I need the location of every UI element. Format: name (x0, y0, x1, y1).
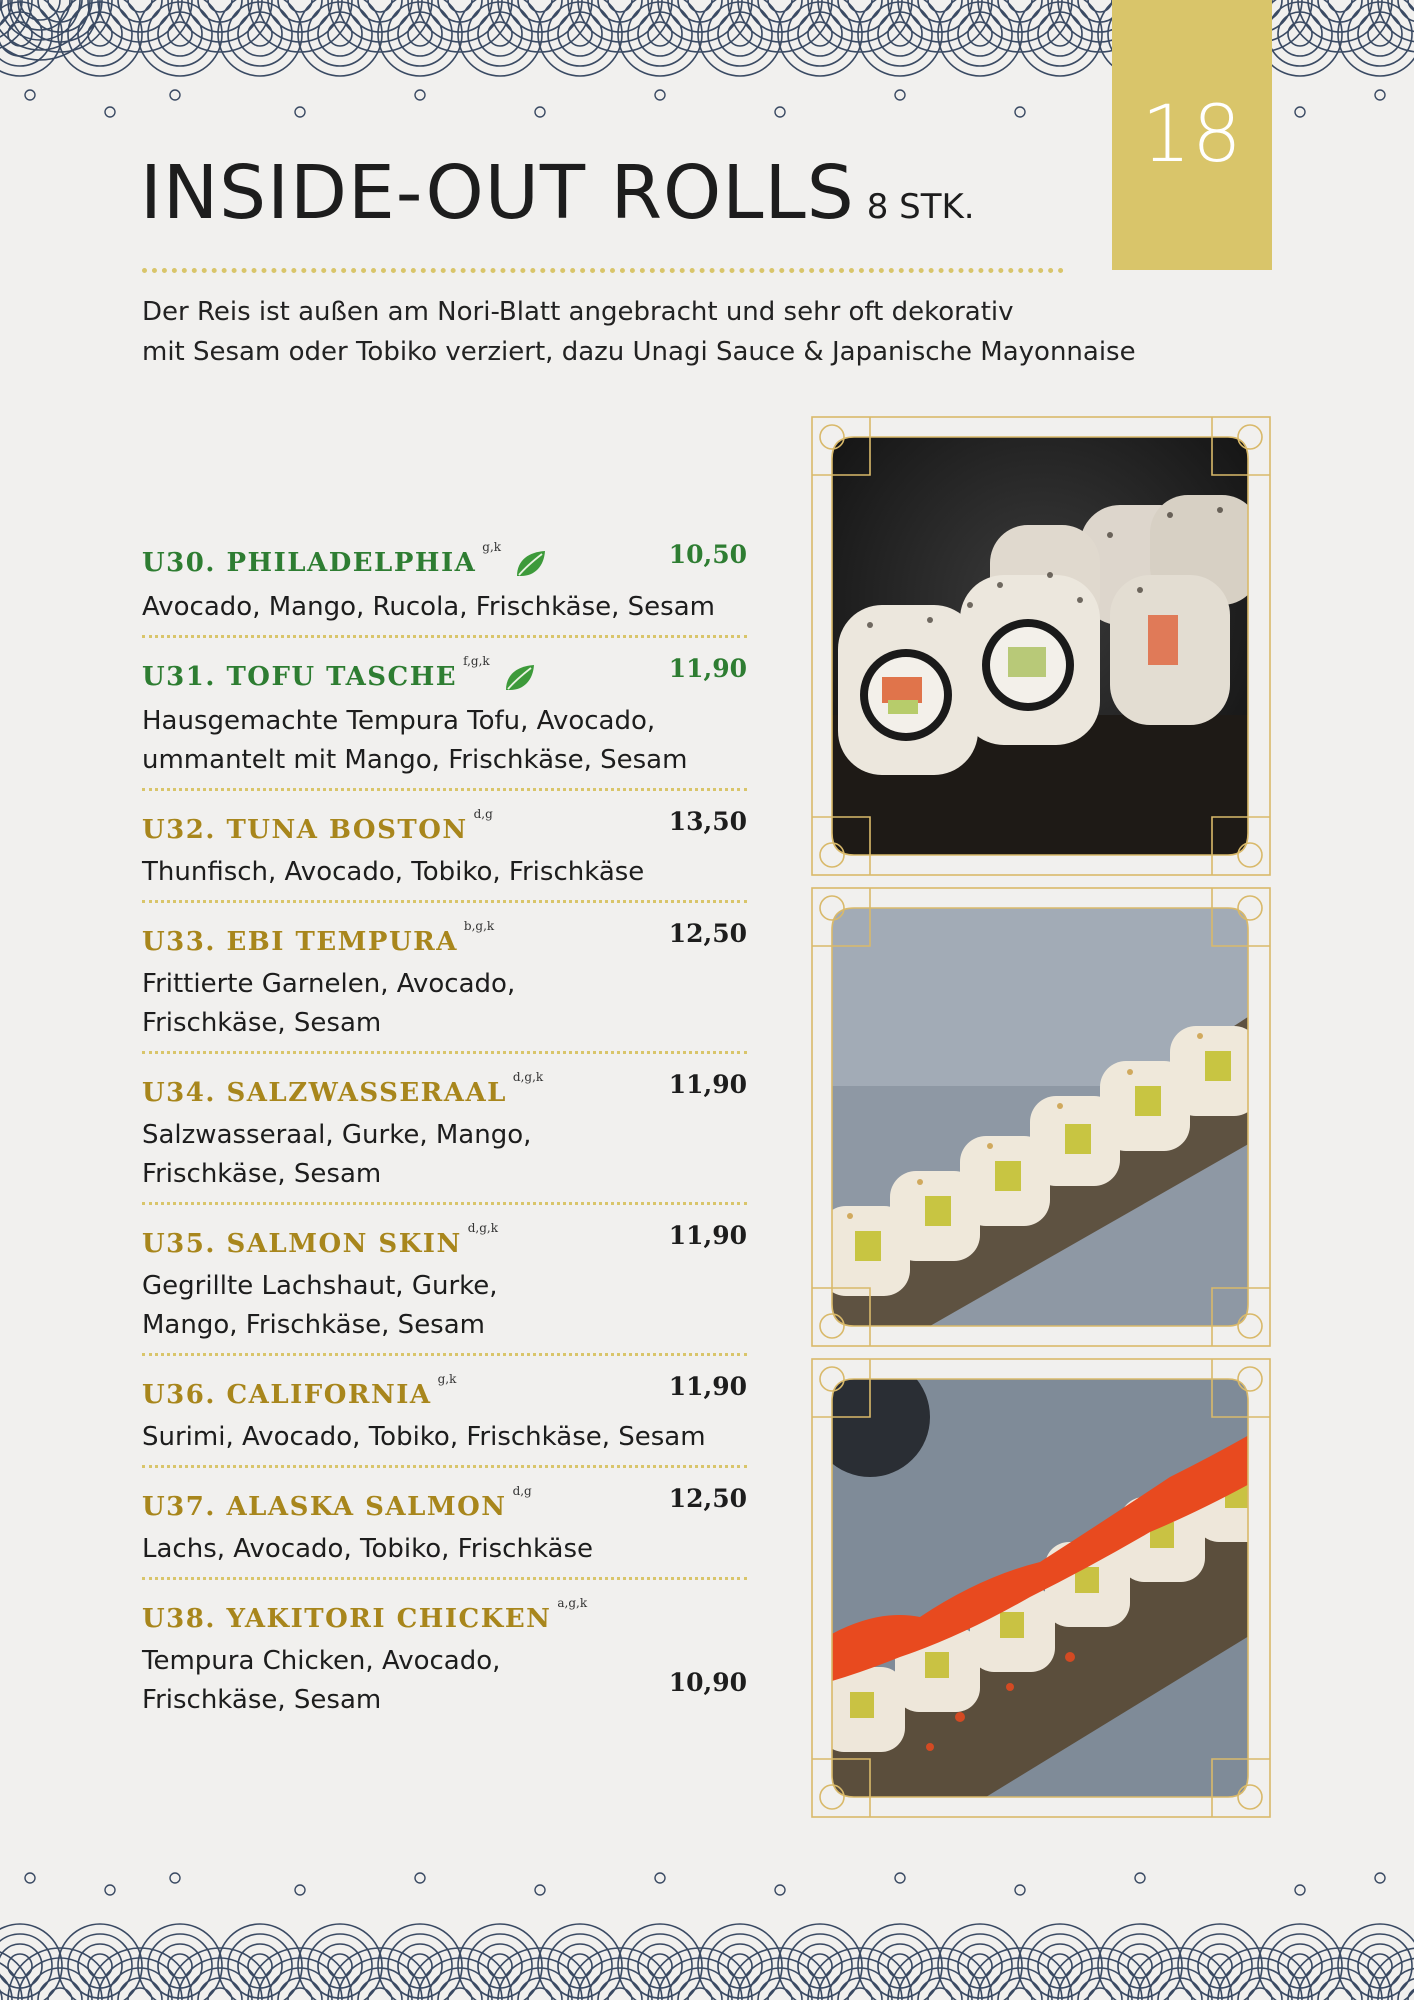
tobiko-california-roll-photo (810, 1357, 1272, 1819)
menu-item-name (142, 919, 494, 957)
menu-item-name (142, 1484, 532, 1522)
menu-item (142, 540, 747, 627)
description-line: Avocado, Mango, Rucola, Frischkäse, Sesam (142, 592, 715, 622)
page-title (140, 150, 975, 236)
menu-item-price: 12,50 (668, 1484, 747, 1513)
menu-list (142, 540, 747, 1720)
description-line: Frischkäse, Sesam (142, 1159, 382, 1189)
description-line: Lachs, Avocado, Tobiko, Frischkäse (142, 1534, 594, 1564)
menu-item-header (142, 1070, 747, 1108)
allergen-codes: a,g,k (557, 1596, 588, 1610)
menu-item-description (142, 1530, 747, 1569)
wave-pattern-bottom (0, 1860, 1414, 2000)
sesame-salmon-roll-photo (810, 415, 1272, 877)
menu-item-header (142, 807, 747, 845)
description-line: Mango, Frischkäse, Sesam (142, 1310, 485, 1340)
menu-item-description (142, 588, 747, 627)
section-title-suffix: 8 STK. (866, 187, 975, 227)
menu-item-title: U36. CALIFORNIA (142, 1380, 432, 1410)
item-divider (142, 788, 747, 791)
tempura-roll-platter-photo (810, 886, 1272, 1348)
description-line: ummantelt mit Mango, Frischkäse, Sesam (142, 745, 688, 775)
menu-item (142, 1596, 747, 1720)
description-line: Frischkäse, Sesam (142, 1008, 382, 1038)
wave-ornament-icon (0, 1860, 1414, 2000)
title-divider (142, 268, 1064, 273)
item-divider (142, 635, 747, 638)
menu-item-name (142, 1221, 498, 1259)
description-line: Frischkäse, Sesam (142, 1685, 382, 1715)
menu-item (142, 919, 747, 1043)
menu-item-header (142, 919, 747, 957)
section-intro (142, 292, 1202, 372)
description-line: Salzwasseraal, Gurke, Mango, (142, 1120, 532, 1150)
menu-item-name (142, 807, 493, 845)
menu-item-title: U38. YAKITORI CHICKEN (142, 1604, 552, 1634)
menu-item-name (142, 1372, 456, 1410)
item-divider (142, 1202, 747, 1205)
allergen-codes: d,g (473, 807, 493, 821)
menu-item-header (142, 1372, 747, 1410)
menu-item (142, 654, 747, 780)
menu-item-price: 12,50 (668, 919, 747, 948)
allergen-codes: b,g,k (463, 919, 495, 933)
menu-item-description (142, 853, 747, 892)
menu-item-header (142, 1484, 747, 1522)
menu-item-description (142, 965, 747, 1043)
menu-item-description (142, 702, 747, 780)
leaf-icon (513, 548, 547, 580)
item-divider (142, 1465, 747, 1468)
menu-item (142, 1221, 747, 1345)
item-divider (142, 900, 747, 903)
item-divider (142, 1577, 747, 1580)
menu-item-title: U37. ALASKA SALMON (142, 1492, 507, 1522)
menu-item-price: 10,50 (668, 540, 747, 569)
menu-item-price: 10,90 (668, 1668, 747, 1697)
description-line: Gegrillte Lachshaut, Gurke, (142, 1271, 498, 1301)
allergen-codes: d,g (512, 1484, 532, 1498)
menu-item-title: U31. TOFU TASCHE (142, 662, 458, 692)
intro-line: mit Sesam oder Tobiko verziert, dazu Unagi Sauce & Japanische Mayonnaise (142, 337, 1136, 367)
leaf-icon (502, 662, 536, 694)
intro-line: Der Reis ist außen am Nori-Blatt angebracht und sehr oft dekorativ (142, 297, 1014, 327)
menu-item-description (142, 1418, 747, 1457)
menu-item-name (142, 540, 547, 580)
menu-item (142, 1484, 747, 1569)
menu-item-title: U33. EBI TEMPURA (142, 927, 458, 957)
menu-item-header (142, 654, 747, 694)
menu-item-name (142, 1070, 543, 1108)
menu-item (142, 1372, 747, 1457)
description-line: Thunfisch, Avocado, Tobiko, Frischkäse (142, 857, 645, 887)
description-line: Frittierte Garnelen, Avocado, (142, 969, 516, 999)
menu-item-header (142, 1596, 747, 1634)
menu-item-description (142, 1116, 747, 1194)
menu-item (142, 807, 747, 892)
allergen-codes: d,g,k (512, 1070, 544, 1084)
menu-item-title: U32. TUNA BOSTON (142, 815, 468, 845)
menu-item-header (142, 1221, 747, 1259)
description-line: Surimi, Avocado, Tobiko, Frischkäse, Sesam (142, 1422, 706, 1452)
menu-item-header (142, 540, 747, 580)
menu-item (142, 1070, 747, 1194)
menu-item-name (142, 654, 536, 694)
description-line: Hausgemachte Tempura Tofu, Avocado, (142, 706, 656, 736)
menu-item-price: 11,90 (668, 1070, 747, 1099)
section-title: INSIDE-OUT ROLLS (140, 150, 855, 236)
page-number: 18 (1141, 90, 1243, 180)
allergen-codes: f,g,k (463, 654, 490, 668)
description-line: Tempura Chicken, Avocado, (142, 1646, 501, 1676)
page-number-badge (1112, 0, 1272, 270)
menu-item-description (142, 1267, 747, 1345)
menu-item-price: 11,90 (668, 654, 747, 683)
item-divider (142, 1051, 747, 1054)
menu-item-title: U30. PHILADELPHIA (142, 548, 477, 578)
allergen-codes: g,k (437, 1372, 457, 1386)
menu-item-price: 11,90 (668, 1221, 747, 1250)
menu-item-title: U34. SALZWASSERAAL (142, 1078, 507, 1108)
menu-item-price: 13,50 (668, 807, 747, 836)
menu-item-title: U35. SALMON SKIN (142, 1229, 462, 1259)
menu-item-description (142, 1642, 500, 1720)
allergen-codes: d,g,k (467, 1221, 499, 1235)
menu-item-price: 11,90 (668, 1372, 747, 1401)
item-divider (142, 1353, 747, 1356)
menu-item-name (142, 1596, 587, 1634)
allergen-codes: g,k (482, 540, 502, 554)
